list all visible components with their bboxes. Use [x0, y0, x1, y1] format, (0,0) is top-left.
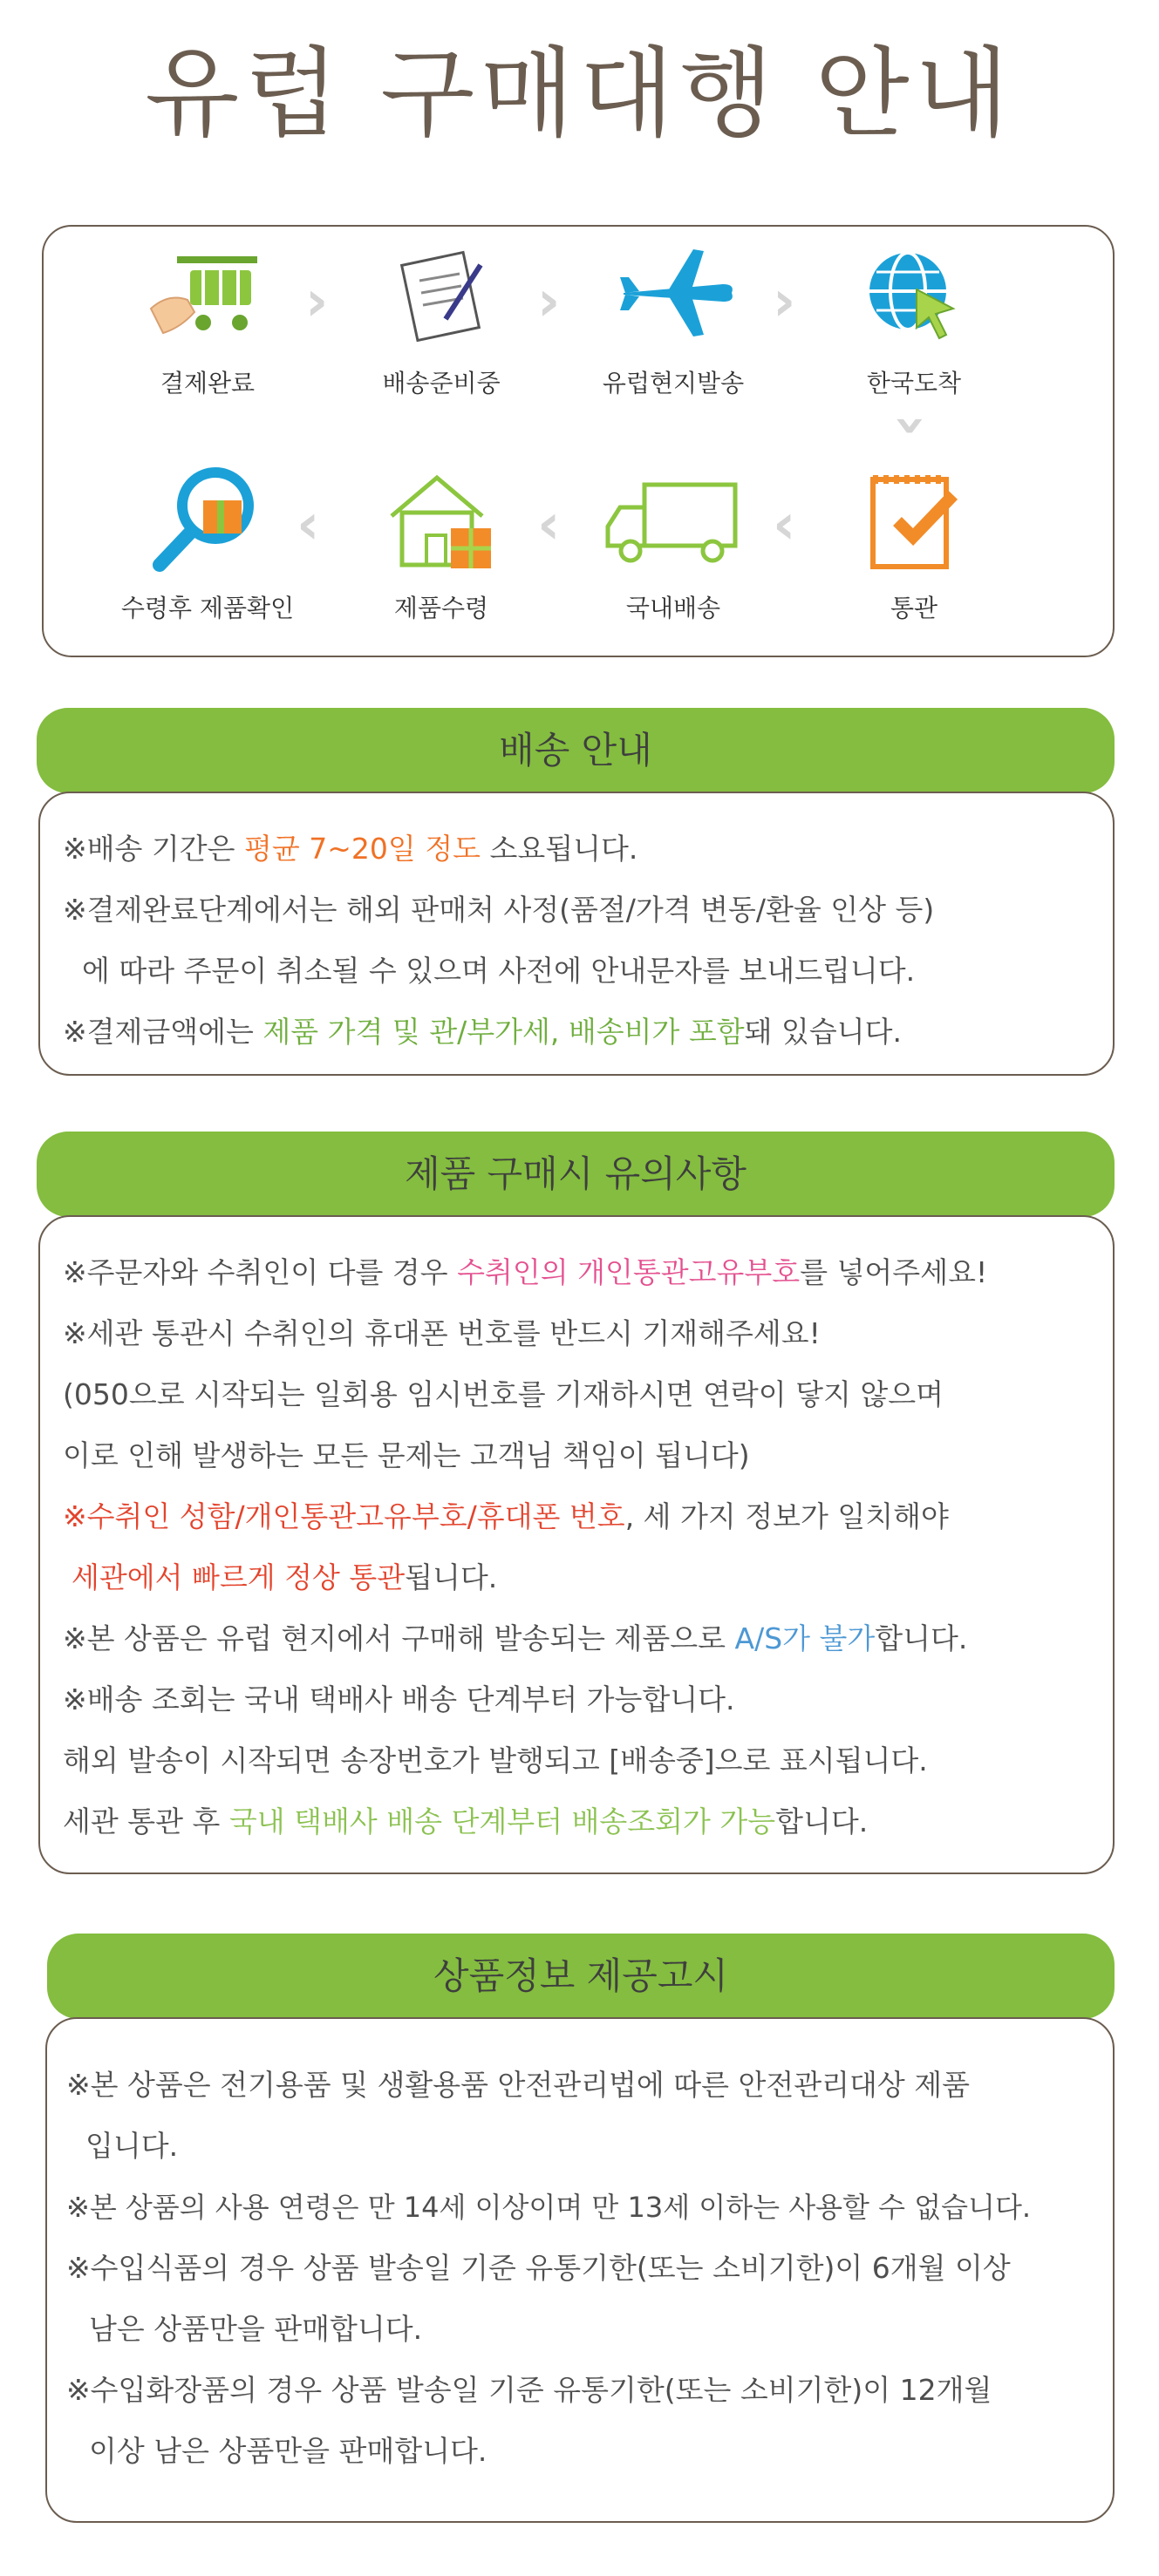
step-label: 통관	[890, 594, 938, 622]
highlight: 국내 택배사 배송 단계부터 배송조회가 가능	[228, 1805, 776, 1839]
chevron-left-icon: ‹	[297, 493, 320, 557]
caution-line-8: ※배송 조회는 국내 택배사 배송 단계부터 가능합니다.	[63, 1682, 735, 1716]
step-label: 결제완료	[160, 369, 256, 398]
chevron-right-icon: ›	[305, 269, 329, 334]
caution-line-3: (050으로 시작되는 일회용 임시번호를 기재하시면 연락이 닿지 않으며	[63, 1377, 944, 1411]
globe-cursor-icon	[849, 239, 979, 352]
shipping-line-4	[63, 1013, 902, 1051]
text: ※결제금액에는	[63, 1015, 263, 1049]
text: 소요됩니다.	[481, 832, 638, 866]
text: ※배송 기간은	[63, 832, 245, 866]
notice-line-6: ※수입화장품의 경우 상품 발송일 기준 유통기한(또는 소비기한)이 12개월	[66, 2373, 992, 2407]
caution-line-5	[63, 1498, 949, 1536]
caution-line-10	[63, 1803, 868, 1841]
step-inspect	[103, 464, 312, 624]
text: ※주문자와 수취인이 다를 경우	[63, 1255, 458, 1289]
highlight: 수취인 성함/개인통관고유부호/휴대폰 번호	[86, 1499, 625, 1533]
step-europe-shipping	[569, 239, 778, 399]
step-received	[337, 464, 546, 624]
caution-line-1	[63, 1254, 987, 1292]
step-label: 수령후 제품확인	[120, 594, 295, 622]
step-customs	[809, 464, 1019, 624]
magnifier-icon	[142, 464, 273, 577]
step-label: 배송준비중	[382, 369, 501, 398]
airplane-icon	[608, 239, 739, 352]
highlight: 평균 7~20일 정도	[244, 832, 481, 866]
highlight: 제품 가격 및 관/부가세, 배송비가 포함	[262, 1015, 745, 1049]
text: , 세 가지 정보가 일치해야	[624, 1499, 949, 1533]
highlight: 수취인의 개인통관고유부호	[457, 1255, 801, 1289]
step-domestic-delivery	[569, 464, 778, 624]
text: 합니다.	[775, 1805, 869, 1839]
shipping-line-3: 에 따라 주문이 취소될 수 있으며 사전에 안내문자를 보내드립니다.	[82, 954, 916, 988]
text: 됩니다.	[405, 1560, 498, 1594]
caution-line-4: 이로 인해 발생하는 모든 문제는 고객님 책임이 됩니다)	[63, 1438, 750, 1472]
caution-line-7	[63, 1620, 967, 1658]
notice-line-7: 이상 남은 상품만을 판매합니다.	[89, 2434, 487, 2468]
shopping-cart-icon	[142, 239, 273, 352]
highlight: 세관에서 빠르게 정상 통관	[72, 1560, 406, 1594]
text: 세관 통관 후	[63, 1805, 229, 1839]
caution-banner: 제품 구매시 유의사항	[37, 1132, 1115, 1217]
checklist-icon	[849, 464, 979, 577]
step-label: 제품수령	[393, 594, 489, 622]
step-label: 국내배송	[625, 594, 721, 622]
text: 돼 있습니다.	[744, 1015, 903, 1049]
text: 를 넣어주세요!	[800, 1255, 988, 1289]
step-payment-complete	[103, 239, 312, 399]
text: 합니다.	[875, 1621, 968, 1655]
caution-line-6	[72, 1559, 497, 1597]
text: ※본 상품은 유럽 현지에서 구매해 발송되는 제품으로	[63, 1621, 735, 1655]
house-package-icon	[376, 464, 507, 577]
document-pen-icon	[376, 239, 507, 352]
notice-line-4: ※수입식품의 경우 상품 발송일 기준 유통기한(또는 소비기한)이 6개월 이상	[66, 2251, 1011, 2285]
step-arrive-korea	[809, 239, 1019, 399]
notice-line-3: ※본 상품의 사용 연령은 만 14세 이상이며 만 13세 이하는 사용할 수 없습니다.	[66, 2191, 1032, 2224]
chevron-left-icon: ‹	[773, 493, 796, 557]
text: ※	[63, 1499, 87, 1533]
caution-line-9: 해외 발송이 시작되면 송장번호가 발행되고 [배송중]으로 표시됩니다.	[63, 1743, 928, 1777]
truck-icon	[599, 464, 747, 577]
notice-line-1: ※본 상품은 전기용품 및 생활용품 안전관리법에 따른 안전관리대상 제품	[66, 2068, 971, 2102]
page-title: 유럽 구매대행 안내	[145, 37, 1014, 151]
step-preparing	[337, 239, 546, 399]
shipping-line-1	[63, 830, 637, 868]
shipping-banner: 배송 안내	[37, 708, 1115, 793]
chevron-left-icon: ‹	[537, 493, 561, 557]
process-flow	[42, 225, 1115, 657]
notice-line-5: 남은 상품만을 판매합니다.	[89, 2312, 423, 2346]
caution-line-2: ※세관 통관시 수취인의 휴대폰 번호를 반드시 기재해주세요!	[63, 1316, 821, 1350]
chevron-right-icon: ›	[537, 269, 561, 334]
notice-banner: 상품정보 제공고시	[47, 1934, 1115, 2019]
shipping-line-2: ※결제완료단계에서는 해외 판매처 사정(품절/가격 변동/환율 인상 등)	[63, 893, 935, 927]
chevron-down-icon: ›	[879, 413, 944, 438]
step-label: 유럽현지발송	[602, 369, 745, 398]
notice-line-2: 입니다.	[85, 2129, 179, 2163]
step-label: 한국도착	[866, 369, 962, 398]
highlight: A/S가 불가	[734, 1621, 876, 1655]
chevron-right-icon: ›	[773, 269, 796, 334]
